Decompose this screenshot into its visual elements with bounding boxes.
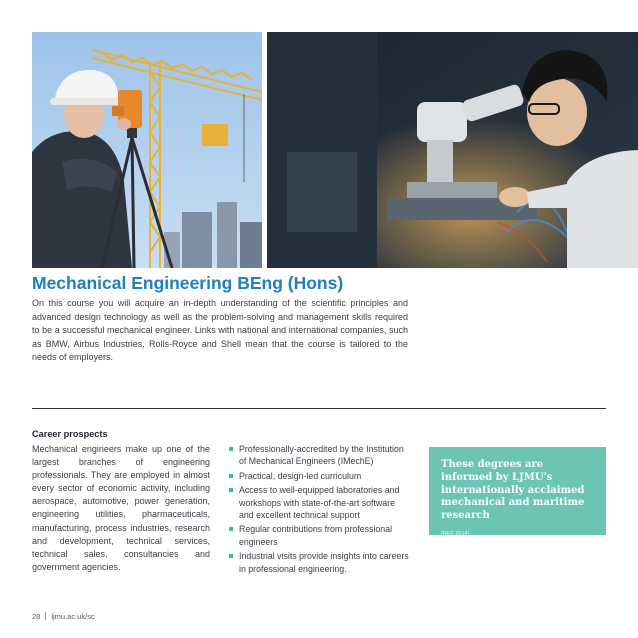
list-item-text: Professionally-accredited by the Institution of Mechanical Engineers (IMechE) [239,444,404,467]
course-features-list [229,443,411,577]
microscope-illustration [267,32,638,268]
career-prospects-heading: Career prospects [32,429,108,439]
bullet-square-icon [229,474,233,478]
bullet-square-icon [229,554,233,558]
surveyor-illustration [32,32,262,268]
page-footer [32,612,95,621]
callout-title: These degrees are informed by LJMU's internationally acclaimed mechanical and maritime research [441,459,585,522]
footer-separator [45,612,46,620]
intro-paragraph: On this course you will acquire an in-depth understanding of the scientific principles and advanced design technology as well as the problem-solving and management skills required to be a successful mechanical engineer. Links with national and international companies, such as BMW, Airbus Industries, Rolls-Royce and Shell mean that the course is tailored to the needs of employers. [32,298,408,363]
research-callout-box [429,447,606,535]
section-divider [32,408,606,409]
list-item-text: Industrial visits provide insights into careers in professional engineering. [239,551,409,574]
list-item [229,484,411,521]
career-prospects-body: Mechanical engineers make up one of the largest branches of engineering professionals. They are employed in almost every sector of economic activity, including aerospace, automotive, power generation, engineering utilities, pharmaceuticals, manufacturing, process industries, research and development, technical services, technical sales, consultancies and government agencies. [32,444,210,572]
bullet-square-icon [229,488,233,492]
list-item [229,470,411,482]
photo-microscope-engineer [267,32,638,268]
list-item-text: Practical, design-led curriculum [239,470,362,481]
list-item [229,443,411,468]
list-item [229,550,411,575]
footer-url: ljmu.ac.uk/sc [51,612,95,621]
bullet-square-icon [229,527,233,531]
list-item-text: Access to well-equipped laboratories and workshops with state-of-the-art software and excellent technical support [239,485,400,521]
bullet-square-icon [229,447,233,451]
page-title: Mechanical Engineering BEng (Hons) [32,273,344,293]
callout-reference: (REF 2014) [441,530,470,537]
page-number: 28 [32,612,41,621]
list-item-text: Regular contributions from professional engineers [239,524,393,547]
list-item [229,523,411,548]
photo-surveyor [32,32,262,268]
